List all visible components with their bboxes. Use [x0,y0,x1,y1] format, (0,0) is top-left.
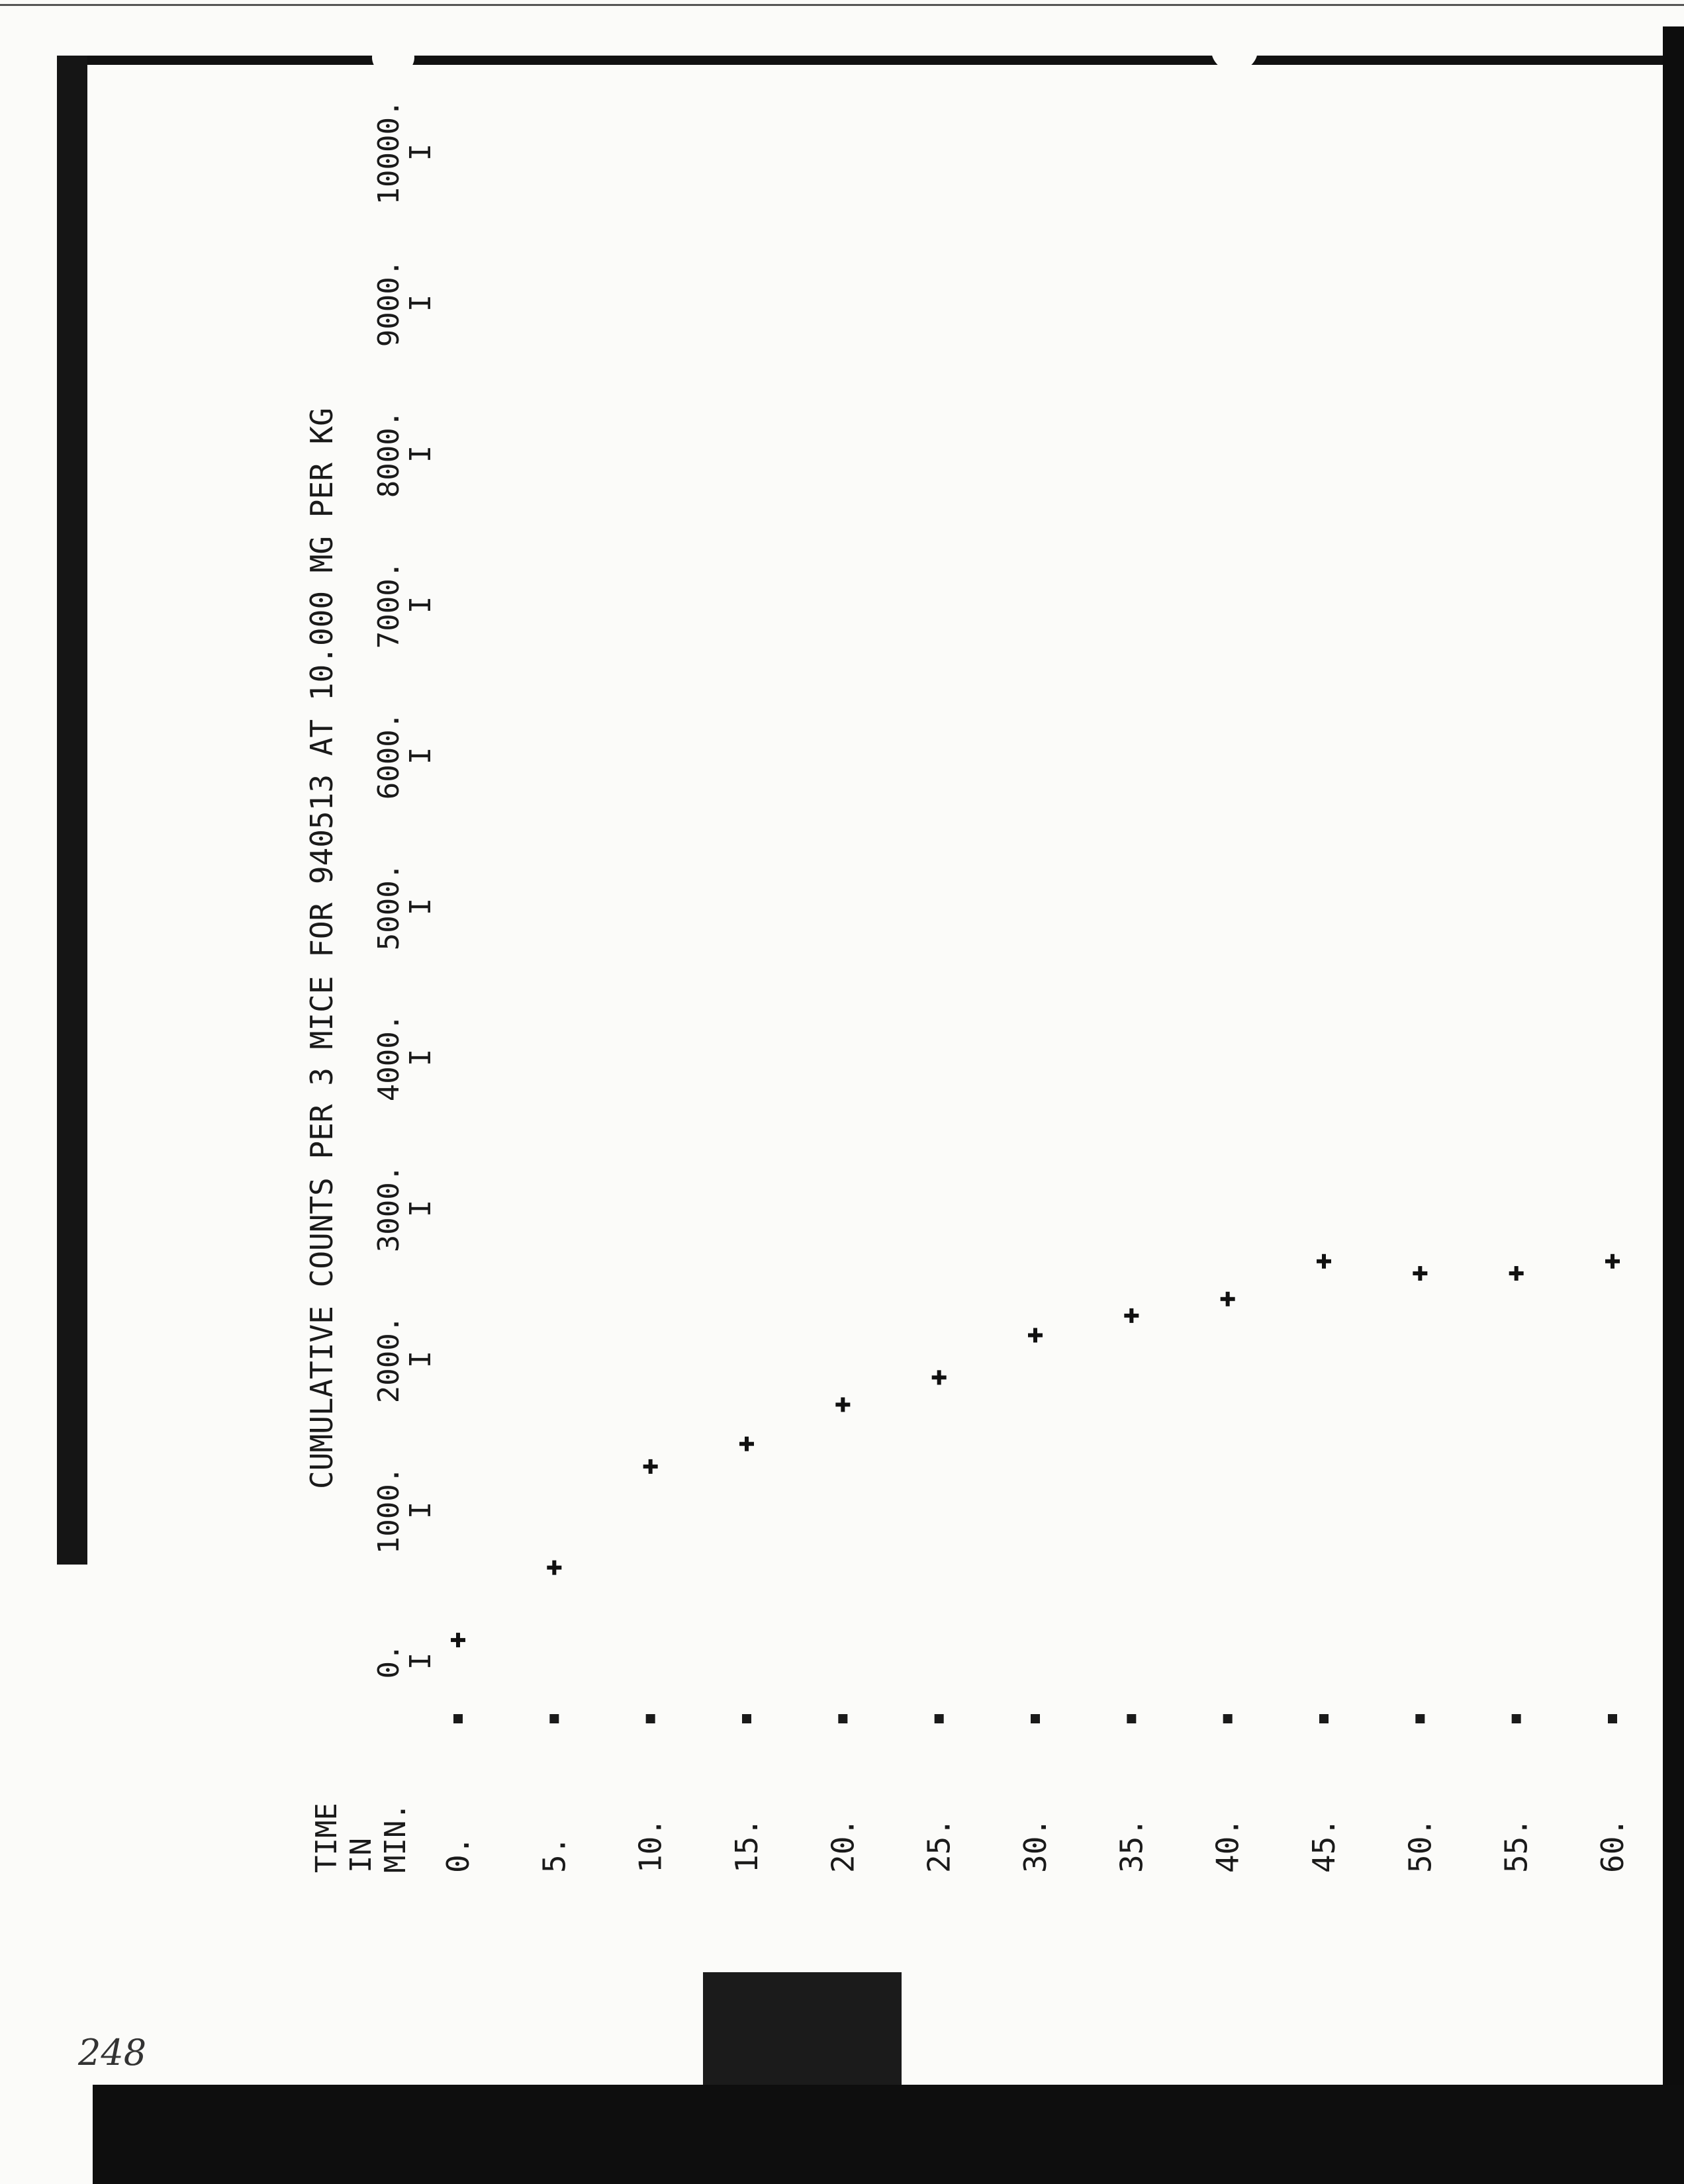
time-axis-marker [549,1714,559,1723]
data-point [932,1370,947,1385]
count-tick-label: 2000. [372,1315,406,1404]
time-tick-label: 25. [921,1817,957,1873]
count-tick-label: 6000. [372,711,406,800]
count-axis-marker: I [404,596,438,614]
time-axis-marker [935,1714,944,1723]
count-tick-label: 1000. [372,1466,406,1555]
time-tick-label: 55. [1498,1817,1534,1873]
time-tick-label: 0. [440,1836,476,1873]
data-point [451,1633,465,1647]
time-tick-label: 15. [729,1817,765,1873]
time-tick-label: 45. [1306,1817,1342,1873]
data-point [1221,1292,1235,1306]
time-axis-marker [1415,1714,1425,1723]
count-tick-label: 8000. [372,410,406,498]
time-tick-label: 50. [1402,1817,1438,1873]
data-point [1028,1328,1043,1343]
time-axis-marker [1127,1714,1136,1723]
count-axis-marker: I [404,1350,438,1369]
time-tick-label: 20. [825,1817,861,1873]
count-axis-marker: I [404,1501,438,1520]
time-axis-marker [1512,1714,1521,1723]
data-point [643,1459,658,1474]
time-tick-label: 30. [1017,1817,1053,1873]
time-axis-marker [646,1714,655,1723]
time-tick-label: 60. [1595,1817,1630,1873]
time-axis-marker [453,1714,463,1723]
count-axis-marker: I [404,143,438,161]
handwritten-page-number: 248 [78,2032,147,2073]
time-tick-label: 10. [632,1817,669,1873]
time-axis-marker [1223,1714,1233,1723]
count-axis-marker: I [404,897,438,916]
data-point [835,1397,850,1412]
time-axis-header-line: TIME [310,1803,344,1873]
time-tick-label: 5. [536,1836,573,1873]
time-tick-label: 35. [1113,1817,1150,1873]
count-tick-label: 3000. [372,1164,406,1253]
count-axis-marker: I [404,294,438,312]
data-point [547,1561,561,1575]
time-axis-marker [742,1714,751,1723]
count-axis-marker: I [404,747,438,765]
count-tick-label: 9000. [372,259,406,347]
data-point [1605,1254,1620,1269]
data-point [739,1437,754,1451]
count-axis-marker: I [404,445,438,463]
time-axis-marker [1031,1714,1040,1723]
time-axis-header-line: IN [344,1838,378,1873]
count-tick-label: 10000. [372,99,406,205]
data-point [1509,1266,1524,1281]
count-axis-marker: I [404,1652,438,1670]
data-point [1317,1254,1331,1269]
count-tick-label: 0. [372,1643,406,1679]
data-point [1124,1308,1139,1323]
time-tick-label: 40. [1209,1817,1246,1873]
time-axis-marker [838,1714,847,1723]
count-axis-marker: I [404,1199,438,1218]
time-axis-header-line: MIN. [379,1803,412,1873]
count-tick-label: 4000. [372,1013,406,1102]
chart-title: CUMULATIVE COUNTS PER 3 MICE FOR 940513 AT 10.000 MG PER KG [304,408,340,1489]
count-tick-label: 5000. [372,862,406,951]
time-axis-marker [1319,1714,1329,1723]
data-point [1413,1266,1427,1281]
count-axis-marker: I [404,1048,438,1067]
count-tick-label: 7000. [372,561,406,649]
time-axis-marker [1608,1714,1617,1723]
